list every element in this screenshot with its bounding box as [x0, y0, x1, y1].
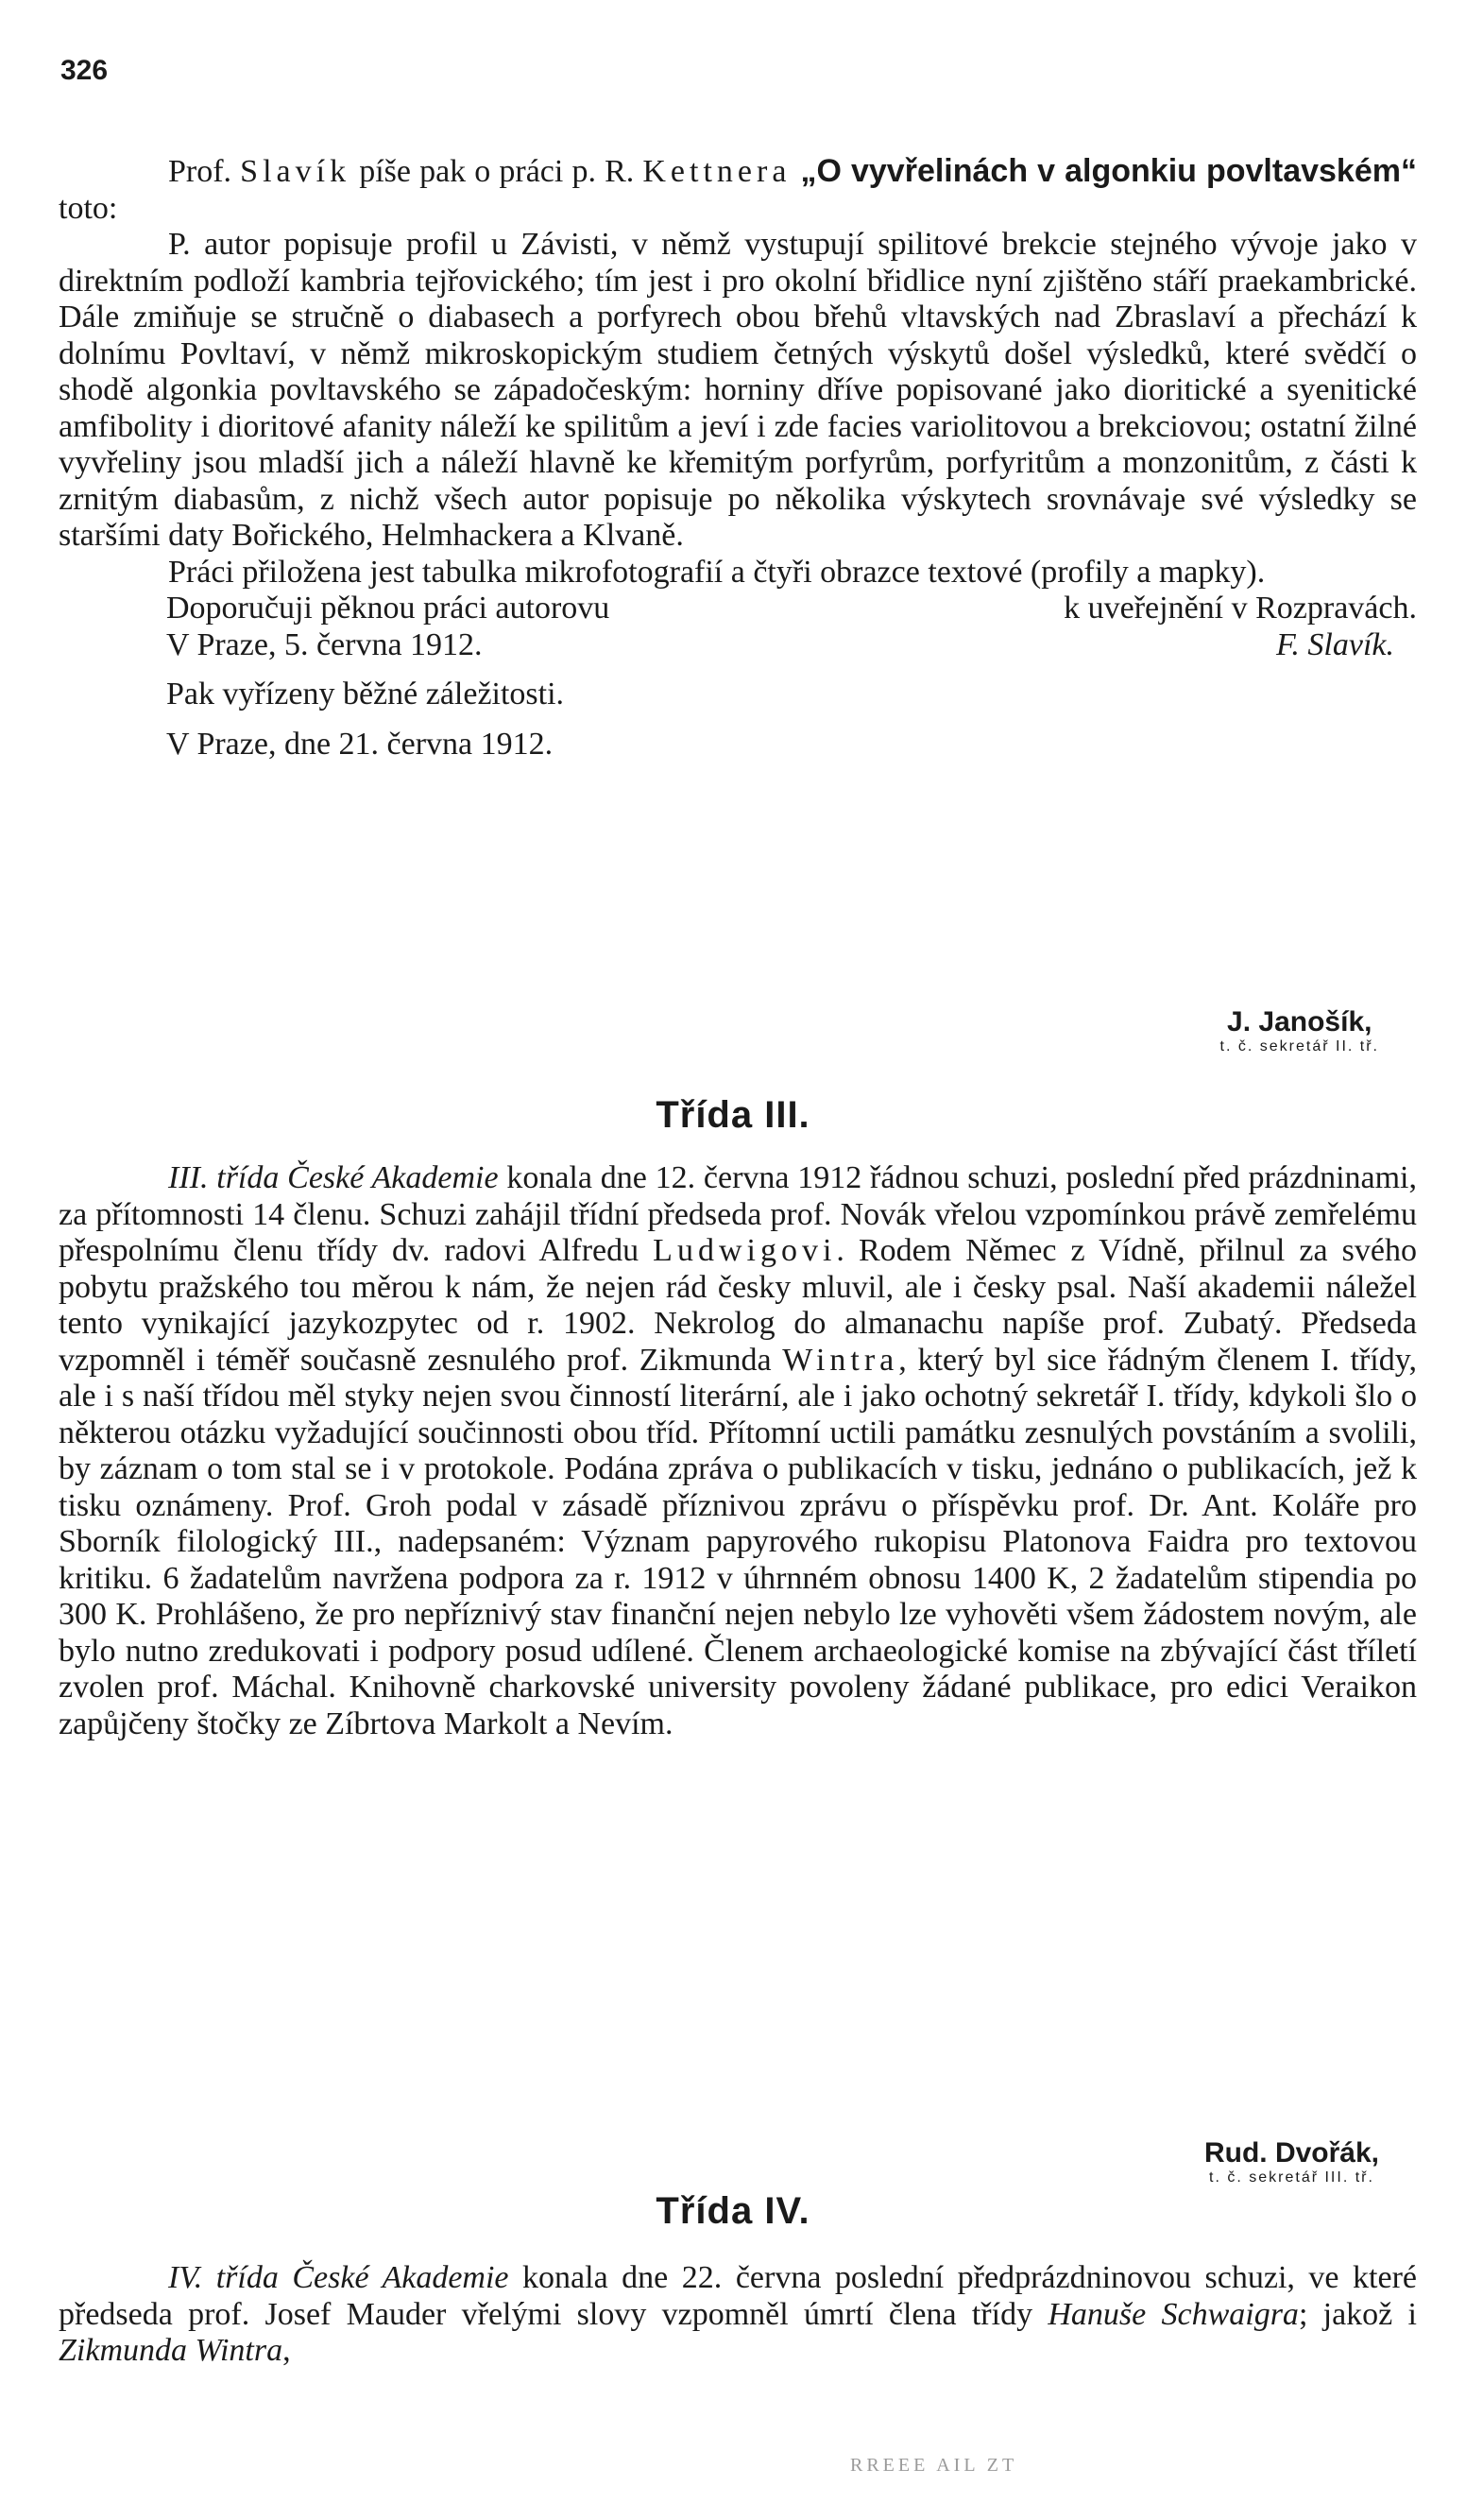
- signature-janosik: J. Janošík,: [1227, 1006, 1372, 1037]
- signature-janosik-block: [1220, 1006, 1379, 1055]
- section-iii-text-3: , který byl sice řádným členem I. třídy, ale i s naší třídou měl styky nejen svou činností literární, ale i jako ochotný sekretář I. třídy, kdykoli šlo o některou otázku vyžadující součinnosti obou tříd. Přítomní uctili památku zesnulých povstáním a svolili, by záznam o tom stal se i v protokole. Podána zpráva o publikacích v tisku, jednáno o publikacích, jež k tisku oznámeny. Prof. Groh podal v zásadě příznivou zprávu o příspěvku prof. Dr. Ant. Koláře pro Sborník filologický III., nadepsaném: Význam papyrového rukopisu Platonova Faidra pro textovou kritiku. 6 žadatelům navržena podpora za r. 1912 v úhrnném obnosu 1400 K, 2 žadatelům stipendia po 300 K. Prohlášeno, že pro nepříznivý stav finanční nejen nebylo lze vyhověti všem žádostem novým, ale bylo nutno zredukovati i podpory posud udílené. Členem archaeologické komise na zbývající část tříletí zvolen prof. Máchal. Knihovně charkovské university povoleny žádané publikace, pro edici Veraikon zapůjčeny štočky ze Zíbrtova Markolt a Nevím.: [59, 1342, 1417, 1741]
- intro-mid: píše pak o práci p. R.: [350, 154, 643, 189]
- section-iv-text-2: ; jakož i: [1298, 2296, 1417, 2332]
- section-iv-opening: IV. třída České Akademie: [168, 2260, 509, 2295]
- misc-line: Pak vyřízeny běžné záležitosti.: [166, 677, 565, 711]
- intro-pre: Prof.: [168, 154, 241, 189]
- section-iii-paragraph: [59, 1160, 1417, 1742]
- page-number: 326: [60, 55, 109, 86]
- section-iv-text-1: konala dne 22. června poslední předprázdninovou schuzi, ve které předseda prof. Josef Mauder vřelými slovy vzpomněl úmrtí člena třídy: [59, 2260, 1417, 2332]
- recommendation-row: [59, 591, 1417, 627]
- section-iii-text-2: . Rodem Němec z Vídně, přilnul za svého pobytu pražského tou měrou k nám, že nejen rád česky mluvil, ale i česky psal. Naší akademii náležel tento vynikající jazykozpytec od r. 1902. Nekrolog do almanachu napíše prof. Zubatý. Předseda vzpomněl i téměř současně zesnulého prof. Zikmunda: [59, 1233, 1417, 1378]
- section-iv-paragraph: [59, 2260, 1417, 2370]
- report-intro: [59, 153, 1417, 227]
- intro-title: „O vyvřelinách v algonkiu povltavském“: [791, 153, 1417, 189]
- signature-dvorak-role: t. č. sekretář III. tř.: [1209, 2169, 1374, 2186]
- signature-dvorak-block: [1204, 2137, 1379, 2186]
- name-winter-2: Zikmunda Wintra: [59, 2333, 283, 2368]
- section-iii-text: [59, 1160, 1417, 1742]
- closing-date: V Praze, dne 21. června 1912.: [166, 726, 554, 762]
- place-date: V Praze, 5. června 1912.: [166, 626, 483, 662]
- section-iii-text-1: konala dne 12. června 1912 řádnou schuzi, poslední před prázdninami, za přítomnosti 14 členu. Schuzi zahájil třídní předseda prof. Novák vřelou vzpomínkou právě zemřelému přespolnímu členu třídy dv. radovi Alfredu: [59, 1160, 1417, 1268]
- heading-trida-iii: Třída III.: [656, 1094, 810, 1136]
- section-iii-opening: III. třída České Akademie: [168, 1160, 499, 1195]
- name-schwaiger: Hanuše Schwaigra: [1048, 2296, 1299, 2332]
- recommendation-left: Doporučuji pěknou práci autorovu: [166, 591, 610, 626]
- intro-name-kettner: Kettnera: [642, 154, 792, 189]
- signature-dvorak: Rud. Dvořák,: [1203, 2137, 1379, 2169]
- name-winter: Wintra: [782, 1342, 899, 1378]
- intro-name-slavik: Slavík: [240, 154, 351, 189]
- report-paragraph-1: P. autor popisuje profil u Závisti, v němž vystupují spilitové brekcie stejného vývoje jako v direktním podloží kambria tejřovického; tím jest i pro okolní břidlice nyní zjištěno stáří praekambrické. Dále zmiňuje se stručně o diabasech a porfyrech obou břehů vltavských nad Zbraslaví a přechází k dolnímu Povltaví, v němž mikroskopickým studiem četných výskytů došel výsledků, které svědčí o shodě algonkia povltavského se západočeským: horniny dříve popisované jako dioritické a syenitické amfibolity i dioritové afanity náleží ke spilitům a jeví i zde facies variolitovou a brekciovou; ostatní žilné vyvřeliny jsou mladší jich a náleží hlavně ke křemitým porfyrům, porfyritům a monzonitům, z části k zrnitým diabasům, z nichž všech autor popisuje po několika výskytech srovnávaje své výsledky se staršími daty Bořického, Helmhackera a Klvaně.: [59, 227, 1417, 553]
- place-date-row: [59, 627, 1417, 664]
- intro-post: toto:: [59, 190, 118, 226]
- signature-janosik-role: t. č. sekretář II. tř.: [1219, 1038, 1379, 1054]
- footer-bleedthrough-mark: RREEE AIL ZT: [850, 2455, 1018, 2476]
- report-block: [59, 153, 1417, 763]
- section-iv-text-3: ,: [282, 2333, 291, 2368]
- name-ludwig: Ludwigovi: [653, 1233, 837, 1268]
- section-iv-text: [59, 2260, 1417, 2370]
- recommendation-right: k uveřejnění v Rozpravách.: [1064, 591, 1417, 626]
- heading-trida-iv: Třída IV.: [656, 2190, 810, 2232]
- report-paragraph-2: Práci přiložena jest tabulka mikrofotografií a čtyři obrazce textové (profily a mapky).: [168, 554, 1266, 590]
- signature-slavik: F. Slavík.: [1276, 626, 1394, 662]
